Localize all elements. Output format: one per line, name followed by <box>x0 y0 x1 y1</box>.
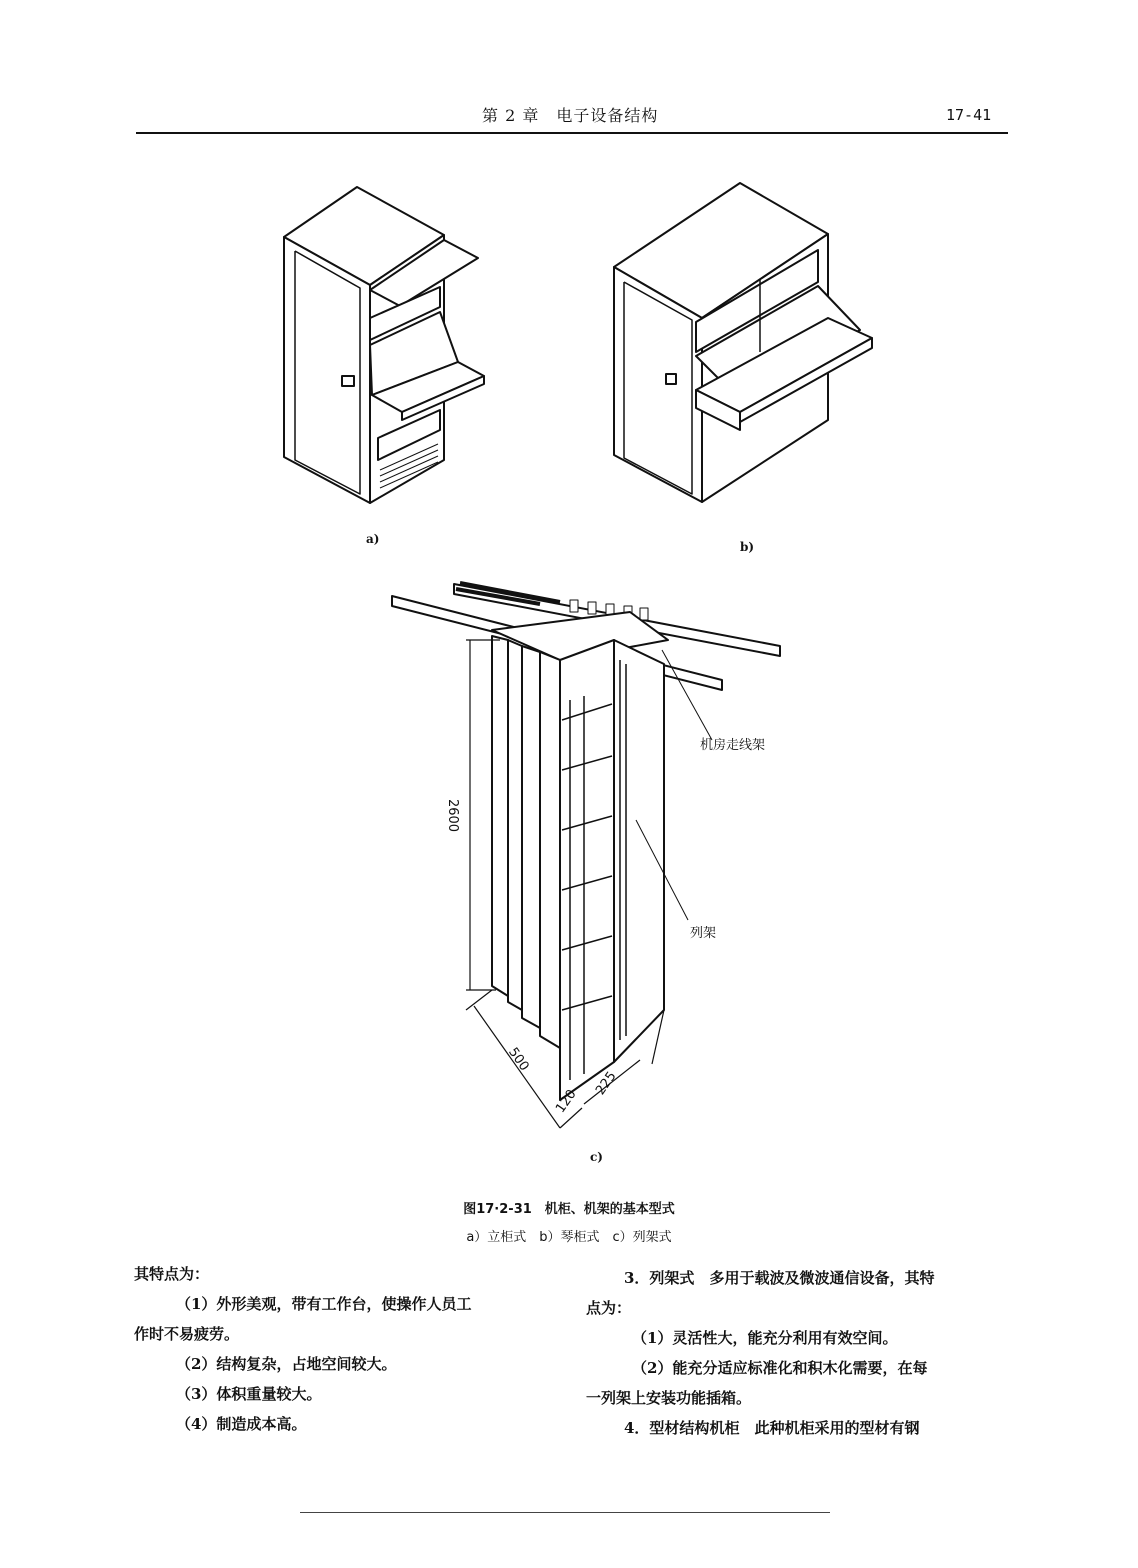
callout-column-rack: 列架 <box>690 926 717 941</box>
left-para-line: 作时不易疲劳。 <box>134 1325 240 1343</box>
rack-side <box>614 640 664 1062</box>
right-para-line: （2）能充分适应标准化和积木化需要，在每 <box>632 1359 928 1377</box>
left-para-line: （1）外形美观，带有工作台，使操作人员工 <box>176 1295 472 1313</box>
left-para-line: （3）体积重量较大。 <box>176 1385 322 1403</box>
chapter-title: 第 2 章 电子设备结构 <box>482 106 659 125</box>
bottom-rule <box>300 1512 830 1513</box>
dimension-depth: 225 <box>593 1069 620 1098</box>
figure-label-c: c) <box>590 1150 603 1164</box>
dimension-height: 2600 <box>445 798 461 833</box>
cabinet-b-console <box>614 183 872 502</box>
right-para-line: 3．列架式 多用于载波及微波通信设备，其特 <box>624 1269 935 1287</box>
callout-cable-tray: 机房走线架 <box>700 738 766 753</box>
cabinet-b-lock-icon <box>666 374 676 384</box>
figure-label-a: a) <box>366 532 380 546</box>
figure-label-b: b) <box>740 540 755 554</box>
rack-c-column <box>392 583 780 1128</box>
figure-caption-title: 图17·2-31 机柜、机架的基本型式 <box>463 1202 675 1217</box>
page-number: 17-41 <box>946 106 992 124</box>
rack-unit-column <box>560 640 614 1100</box>
right-para-line: 一列架上安装功能插箱。 <box>586 1389 752 1407</box>
dimension-width: 500 <box>505 1045 532 1074</box>
cabinet-a-front <box>284 237 370 503</box>
left-para-line: （4）制造成本高。 <box>176 1415 307 1433</box>
left-para-line: （2）结构复杂，占地空间较大。 <box>176 1355 397 1373</box>
figure-caption-sub: a）立柜式 b）琴柜式 c）列架式 <box>466 1230 672 1245</box>
right-para-line: 点为： <box>586 1299 632 1317</box>
cabinet-a-lock-icon <box>342 376 354 386</box>
right-para-line: （1）灵活性大，能充分利用有效空间。 <box>632 1329 898 1347</box>
cabinet-a-upright <box>284 187 484 503</box>
right-para-line: 4．型材结构机柜 此种机柜采用的型材有钢 <box>624 1419 920 1437</box>
left-para-line: 其特点为： <box>134 1265 210 1283</box>
dimension-small: 120 <box>553 1087 580 1116</box>
